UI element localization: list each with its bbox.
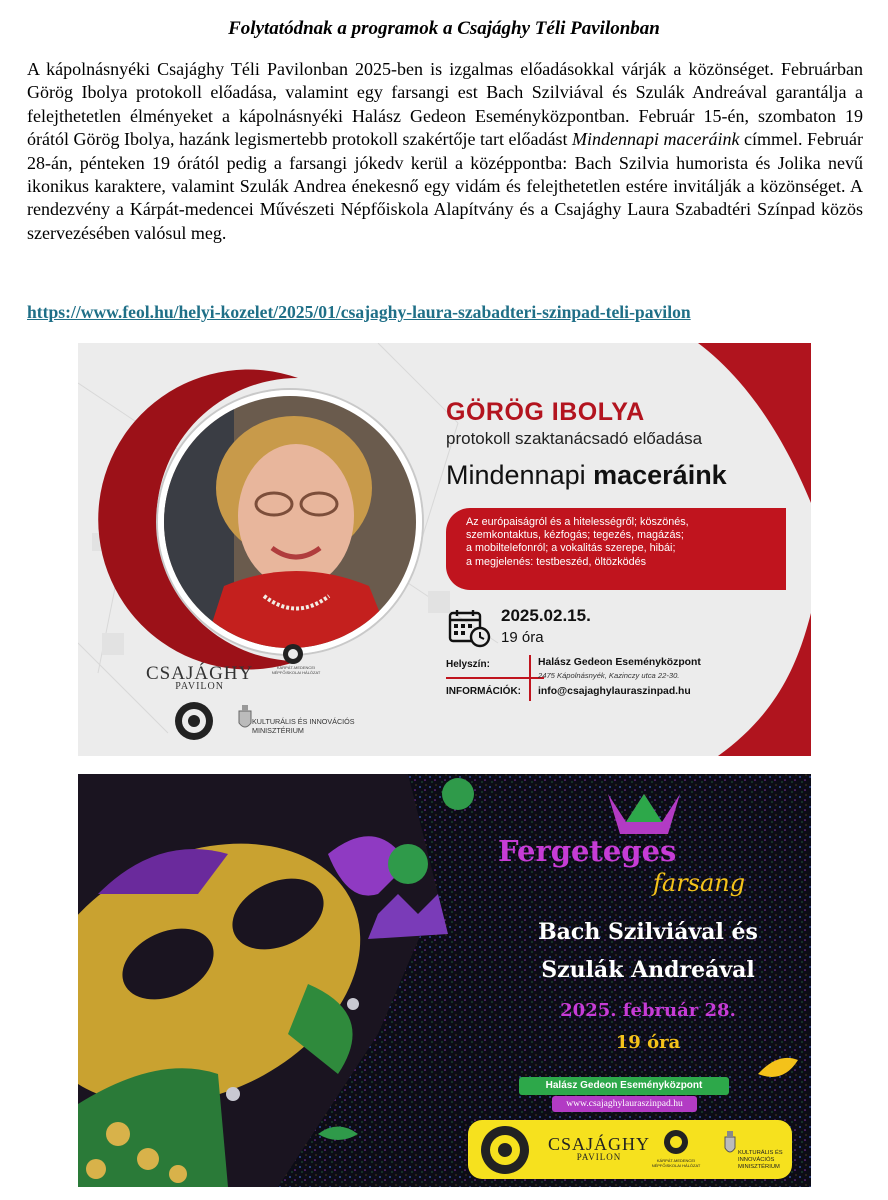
topic-line: a megjelenés: testbeszéd, öltözködés [466, 555, 647, 568]
body-text-part1: A kápolnásnyéki Csajághy Téli Pavilonban 2025-ben is izgalmas előadásokkal várják a közönséget. Februárban Görög Ibolya protokoll előadása, valamint egy farsangi est Bach Szilviával és Szulák Andreával garantálja a felejthetetlen élményeket a kápolnásnyéki Halász Gedeon Eseményközpontban. Február 15-én, szombaton 19 órától Görög Ibolya, hazánk legismertebb protokoll szakértője tart előadást [27, 59, 863, 150]
carnival-subtitle: farsang [653, 869, 746, 897]
carnival-venue: Halász Gedeon Eseményközpont [519, 1077, 729, 1095]
source-link[interactable]: https://www.feol.hu/helyi-kozelet/2025/01/csajaghy-laura-szabadteri-szinpad-teli-pavilon [27, 302, 691, 322]
logo-pavilon-text: PAVILON [175, 681, 224, 692]
folk-school-seal-icon [480, 1125, 530, 1175]
venue-label: Helyszín: [446, 659, 490, 670]
lecture-poster [78, 343, 811, 756]
info-email: info@csajaghylauraszinpad.hu [538, 686, 691, 697]
ministry-logo-text [252, 717, 355, 735]
csajaghy-pavilon-logo [146, 663, 253, 692]
guests-line: Bach Szilviával és [538, 919, 758, 945]
topic-line: a mobiltelefonról; a vokalitás szerepe, hibái; [466, 542, 676, 555]
ministry-line: MINISZTÉRIUM [738, 1164, 780, 1170]
article-body [27, 58, 863, 245]
logo-csajaghy-text: CSAJÁGHY [146, 663, 254, 684]
info-label: INFORMÁCIÓK: [446, 686, 521, 697]
carnival-website: www.csajaghylauraszinpad.hu [552, 1096, 697, 1112]
topic-line: Az európaiságról és a hitelességről; köszönés, [466, 516, 689, 528]
coat-of-arms-icon [724, 1131, 736, 1157]
lecture-time: 19 óra [501, 629, 544, 646]
logo-pavilon-text: PAVILON [576, 1152, 622, 1162]
speaker-subtitle: protokoll szaktanácsadó előadása [446, 429, 703, 448]
topic-line: szemkontaktus, kézfogás; tegezés, magázás; [466, 529, 684, 542]
speaker-portrait [158, 390, 422, 654]
lecture-title-plain: Mindennapi [446, 460, 594, 490]
corner-accent-bottom [718, 613, 811, 756]
lecture-date: 2025.02.15. [501, 606, 591, 625]
article-title: Folytatódnak a programok a Csajághy Téli Pavilonban [228, 18, 660, 39]
body-text-italic-title: Mindennapi maceráink [572, 129, 740, 150]
carnival-poster [78, 774, 811, 1187]
venue-address: 2475 Kápolnásnyék, Kazinczy utca 22-30. [538, 671, 680, 680]
lecture-title-bold: maceráink [593, 460, 727, 490]
network-logo-text: KÁRPÁT-MEDENCEI NÉPFŐISKOLAI HÁLÓZAT [271, 665, 321, 675]
ministry-line: KULTURÁLIS ÉS INNOVÁCIÓS [738, 1150, 783, 1163]
venue-name: Halász Gedeon Eseményközpont [538, 657, 701, 668]
network-logo-icon [663, 1129, 689, 1155]
carnival-time: 19 óra [615, 1032, 681, 1053]
lecture-topics [446, 508, 786, 590]
calendar-clock-icon [448, 608, 492, 648]
carnival-title: Fergeteges [498, 834, 677, 868]
divider [529, 655, 531, 701]
logo-csajaghy-text: CSAJÁGHY [548, 1134, 651, 1154]
speaker-name: GÖRÖG IBOLYA [446, 398, 645, 426]
ministry-line: MINISZTÉRIUM [252, 726, 304, 735]
csajaghy-pavilon-logo [548, 1134, 650, 1162]
network-logo-text: KÁRPÁT-MEDENCEI NÉPFŐISKOLAI HÁLÓZAT [651, 1158, 701, 1168]
carnival-date: 2025. február 28. [560, 1000, 736, 1021]
lecture-title [446, 460, 727, 491]
folk-school-seal-icon [174, 701, 214, 741]
network-logo-icon [282, 643, 304, 665]
ministry-logo-text [738, 1150, 794, 1171]
ministry-line: KULTURÁLIS ÉS INNOVÁCIÓS [252, 717, 355, 726]
body-text-part2: címmel. Február 28-án, pénteken 19 órától pedig a farsangi jókedv kerül a középpontba: Bach Szilvia humorista és Jolika nevű ikonikus karaktere, valamint Szulák Andrea énekesnő egy vidám és felejthetetlen estére invitálják a közönséget. A rendezvény a Kárpát-medencei Művészeti Népfőiskola Alapítvány és a Csajághy Laura Szabadtéri Színpad közös szervezésében valósul meg. [27, 129, 863, 243]
portrait-image [164, 396, 416, 648]
coat-of-arms-icon [238, 705, 252, 731]
guests-line: Szulák Andreával [541, 957, 755, 983]
